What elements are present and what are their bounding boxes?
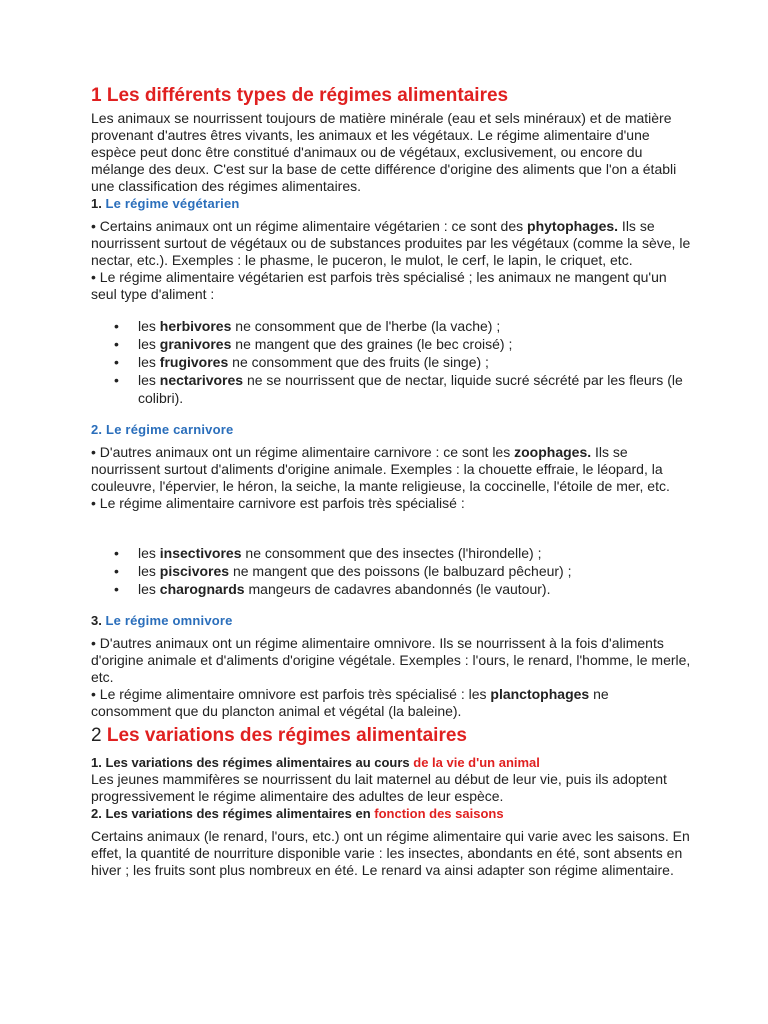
term-granivores: granivores [159, 336, 232, 352]
list-item: • les frugivores ne consomment que des fruits (le singe) ; [138, 353, 691, 371]
variation-life-heading-start: 1. Les variations des régimes alimentaires au cours [91, 755, 414, 770]
term-herbivores: herbivores [159, 318, 232, 334]
variation-life-paragraph: Les jeunes mammifères se nourrissent du lait maternel au début de leur vie, puis ils adoptent progressivement le régime alimentaire des adultes de leur espèce. [91, 771, 667, 804]
omnivore-paragraph-2 [91, 686, 691, 720]
vegetarian-p1-end: Ils se nourrissent surtout de végétaux ou de substances produites par les végétaux (comme la sève, le nectar, etc.). Exemples : le phasme, le puceron, le mulot, le cerf, le lapin, le criquet, etc. [91, 218, 691, 268]
section-2-text: Les variations des régimes alimentaires [106, 725, 467, 746]
variation-seasons-paragraph: Certains animaux (le renard, l'ours, etc.) ont un régime alimentaire qui varie avec les saisons. En effet, la quantité de nourriture disponible varie : les insectes, abondants en été, sont absents en hiver ; les fruits sont plus nombreux en été. Le renard va ainsi adapter son régime alimentaire. [91, 828, 690, 878]
carnivore-paragraph-1 [91, 444, 691, 495]
omnivore-heading [91, 612, 691, 629]
section-1-title: 1 Les différents types de régimes alimentaires [91, 85, 509, 106]
term-phytophages: phytophages. [527, 218, 619, 234]
term-insectivores: insectivores [159, 545, 242, 561]
section-1-intro: Les animaux se nourrissent toujours de matière minérale (eau et sels minéraux) et de matière provenant d'autres êtres vivants, les animaux et les végétaux. Le régime alimentaire d'une espèce peut donc être constitué d'animaux ou de végétaux, exclusivement, ou encore du mélange des deux. C'est sur la base de cette différence d'origine des aliments que l'on a établi une classification des régimes alimentaires. [91, 110, 677, 194]
term-frugivores: frugivores [159, 354, 229, 370]
omnivore-p2-end: ne consomment que du plancton animal et végétal (la baleine). [91, 686, 609, 719]
vegetarian-paragraph-1 [91, 218, 691, 269]
list-item: • les insectivores ne consomment que des insectes (l'hirondelle) ; [138, 544, 691, 562]
variation-seasons-heading-end: fonction des saisons [374, 806, 504, 821]
carnivore-heading-text: 2. Le régime carnivore [91, 422, 234, 437]
variation-life-heading-end: de la vie d'un animal [413, 755, 540, 770]
omnivore-p2-start: • Le régime alimentaire omnivore est parfois très spécialisé : les [91, 686, 491, 702]
list-item: • les granivores ne mangent que des graines (le bec croisé) ; [138, 335, 691, 353]
carnivore-heading [91, 421, 691, 438]
vegetarian-paragraph-2: • Le régime alimentaire végétarien est parfois très spécialisé ; les animaux ne mangent qu'un seul type d'aliment : [91, 269, 667, 302]
document-content [91, 84, 691, 879]
list-item: • les herbivores ne consomment que de l'herbe (la vache) ; [138, 317, 691, 335]
term-zoophages: zoophages. [514, 444, 592, 460]
omnivore-heading-num: 3. [91, 613, 102, 628]
omnivore-heading-text: Le régime omnivore [105, 613, 233, 628]
carnivore-paragraph-2: • Le régime alimentaire carnivore est parfois très spécialisé : [91, 495, 465, 511]
list-item: • les charognards mangeurs de cadavres abandonnés (le vautour). [138, 580, 691, 598]
term-nectarivores: nectarivores [159, 372, 244, 388]
variation-life-heading [91, 754, 691, 771]
vegetarian-heading-text: Le régime végétarien [105, 196, 240, 211]
term-piscivores: piscivores [159, 563, 230, 579]
omnivore-paragraph-1: • D'autres animaux ont un régime alimentaire omnivore. Ils se nourrissent à la fois d'aliments d'origine animale et d'aliments d'origine végétale. Exemples : l'ours, le renard, l'homme, le merle, etc. [91, 635, 691, 685]
vegetarian-list [91, 317, 691, 407]
vegetarian-p1-start: • Certains animaux ont un régime alimentaire végétarien : ce sont des [91, 218, 528, 234]
carnivore-p1-start: • D'autres animaux ont un régime alimentaire carnivore : ce sont les [91, 444, 515, 460]
variation-seasons-heading [91, 805, 691, 822]
variation-seasons-heading-start: 2. Les variations des régimes alimentaires en [91, 806, 375, 821]
section-2-num: 2 [91, 725, 107, 746]
vegetarian-heading [91, 195, 691, 212]
term-charognards: charognards [159, 581, 245, 597]
list-item: • les nectarivores ne se nourrissent que de nectar, liquide sucré sécrété par les fleurs (le colibri). [138, 371, 691, 407]
section-2-title [91, 724, 691, 748]
term-planctophages: planctophages [490, 686, 590, 702]
list-item: • les piscivores ne mangent que des poissons (le balbuzard pêcheur) ; [138, 562, 691, 580]
vegetarian-heading-num: 1. [91, 196, 102, 211]
carnivore-list [91, 544, 691, 598]
carnivore-p1-end: Ils se nourrissent surtout d'aliments d'origine animale. Exemples : la chouette effraie, le léopard, la couleuvre, l'épervier, le héron, la seiche, la mante religieuse, la coccinelle, l'étoile de mer, etc. [91, 444, 670, 494]
